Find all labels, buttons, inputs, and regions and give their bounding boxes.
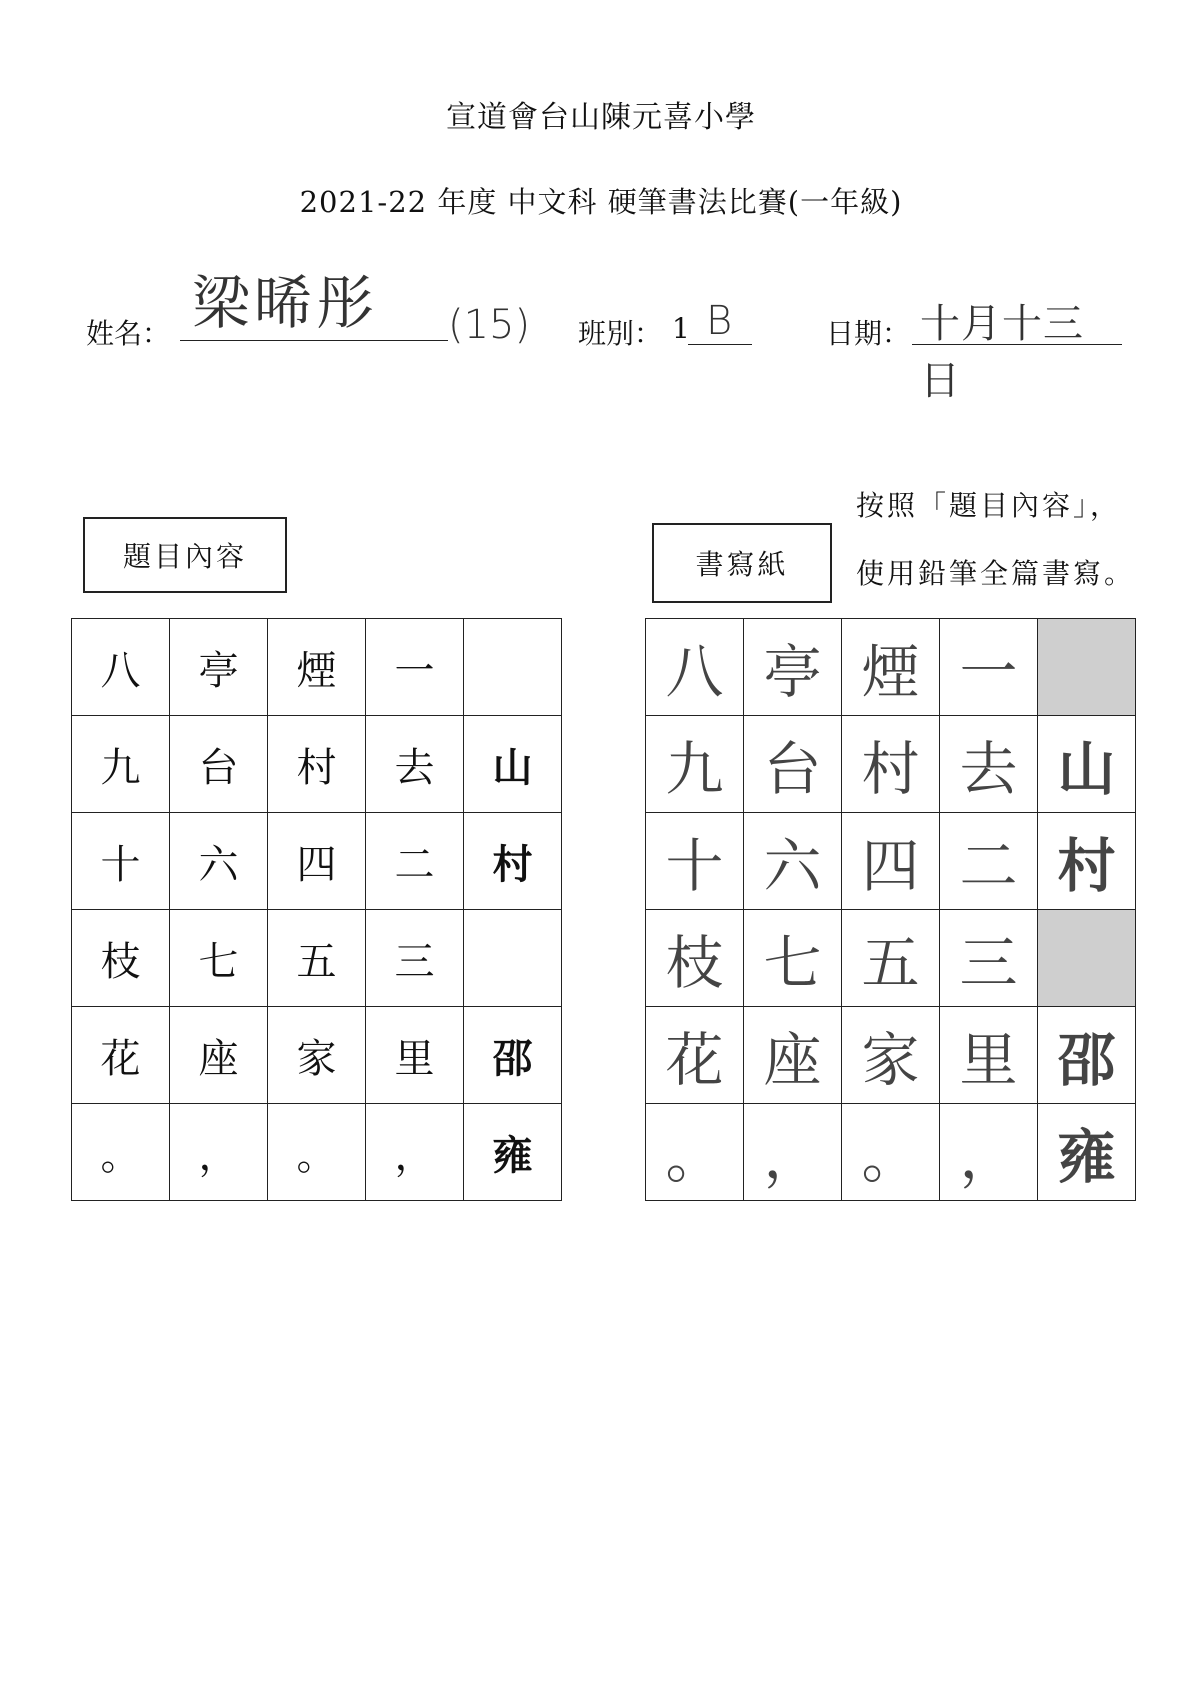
- writing-heading: 書寫紙: [695, 548, 789, 581]
- writing-cell: 十: [646, 813, 744, 910]
- writing-cell: 山: [1038, 716, 1136, 813]
- class-field: [688, 300, 752, 345]
- question-cell: 座: [170, 1007, 268, 1104]
- writing-cell: 座: [744, 1007, 842, 1104]
- question-cell: 六: [170, 813, 268, 910]
- writing-row: [646, 716, 1136, 813]
- writing-row: [646, 1007, 1136, 1104]
- question-row: [72, 1007, 562, 1104]
- writing-row: [646, 1104, 1136, 1201]
- question-row: [72, 716, 562, 813]
- writing-cell: 花: [646, 1007, 744, 1104]
- writing-cell: 七: [744, 910, 842, 1007]
- instructions-line-1: 按照「題目內容」，: [856, 489, 1122, 522]
- writing-cell: 村: [1038, 813, 1136, 910]
- writing-cell: [1038, 619, 1136, 716]
- writing-grid: [645, 618, 1136, 1201]
- instructions-line-2: 使用鉛筆全篇書寫。: [856, 557, 1136, 590]
- writing-cell: 二: [940, 813, 1038, 910]
- name-label: 姓名：: [86, 317, 171, 350]
- date-field: [912, 292, 1122, 404]
- writing-cell: 家: [842, 1007, 940, 1104]
- writing-cell: 。: [842, 1104, 940, 1201]
- writing-cell: 四: [842, 813, 940, 910]
- writing-cell: 亭: [744, 619, 842, 716]
- class-label: 班別：: [578, 317, 663, 350]
- writing-cell: 煙: [842, 619, 940, 716]
- name-field: [180, 269, 448, 341]
- writing-cell: 雍: [1038, 1104, 1136, 1201]
- class-prefix: 1: [672, 312, 690, 345]
- class-value: B: [706, 298, 733, 344]
- writing-cell: 村: [842, 716, 940, 813]
- question-cell: 九: [72, 716, 170, 813]
- question-cell: ，: [170, 1104, 268, 1201]
- question-cell: ，: [366, 1104, 464, 1201]
- question-cell: 亭: [170, 619, 268, 716]
- question-cell: 邵: [464, 1007, 562, 1104]
- school-name: 宣道會台山陳元喜小學: [446, 100, 756, 135]
- question-cell: 枝: [72, 910, 170, 1007]
- instructions: [856, 472, 1135, 608]
- writing-heading-box: [652, 523, 832, 603]
- writing-cell: 台: [744, 716, 842, 813]
- question-cell: 二: [366, 813, 464, 910]
- writing-cell: 枝: [646, 910, 744, 1007]
- question-grid: [71, 618, 562, 1201]
- question-cell: 村: [464, 813, 562, 910]
- question-cell: 十: [72, 813, 170, 910]
- date-label: 日期：: [826, 317, 911, 350]
- question-cell: 一: [366, 619, 464, 716]
- question-cell: 里: [366, 1007, 464, 1104]
- question-row: [72, 813, 562, 910]
- question-cell: 煙: [268, 619, 366, 716]
- writing-cell: 里: [940, 1007, 1038, 1104]
- date-value: 十月十三日: [920, 301, 1084, 404]
- competition-title: 2021-22 年度 中文科 硬筆書法比賽(一年級): [299, 185, 903, 219]
- question-cell: 村: [268, 716, 366, 813]
- question-cell: [464, 619, 562, 716]
- question-cell: 八: [72, 619, 170, 716]
- student-number: (15): [448, 302, 531, 348]
- writing-cell: 一: [940, 619, 1038, 716]
- writing-cell: 三: [940, 910, 1038, 1007]
- question-heading: 題目內容: [122, 540, 247, 573]
- question-row: [72, 1104, 562, 1201]
- writing-row: [646, 619, 1136, 716]
- writing-cell: 六: [744, 813, 842, 910]
- writing-cell: [1038, 910, 1136, 1007]
- question-cell: [464, 910, 562, 1007]
- question-cell: 山: [464, 716, 562, 813]
- writing-cell: ，: [940, 1104, 1038, 1201]
- question-cell: 家: [268, 1007, 366, 1104]
- question-heading-box: [83, 517, 287, 593]
- question-row: [72, 619, 562, 716]
- question-cell: 雍: [464, 1104, 562, 1201]
- writing-cell: 九: [646, 716, 744, 813]
- question-cell: 。: [268, 1104, 366, 1201]
- question-cell: 五: [268, 910, 366, 1007]
- question-cell: 。: [72, 1104, 170, 1201]
- question-cell: 三: [366, 910, 464, 1007]
- question-cell: 去: [366, 716, 464, 813]
- question-cell: 花: [72, 1007, 170, 1104]
- writing-cell: ，: [744, 1104, 842, 1201]
- writing-row: [646, 910, 1136, 1007]
- question-cell: 七: [170, 910, 268, 1007]
- question-cell: 台: [170, 716, 268, 813]
- question-cell: 四: [268, 813, 366, 910]
- writing-cell: 。: [646, 1104, 744, 1201]
- writing-cell: 八: [646, 619, 744, 716]
- writing-cell: 去: [940, 716, 1038, 813]
- writing-row: [646, 813, 1136, 910]
- writing-cell: 邵: [1038, 1007, 1136, 1104]
- question-row: [72, 910, 562, 1007]
- writing-cell: 五: [842, 910, 940, 1007]
- name-value: 梁晞彤: [192, 269, 379, 337]
